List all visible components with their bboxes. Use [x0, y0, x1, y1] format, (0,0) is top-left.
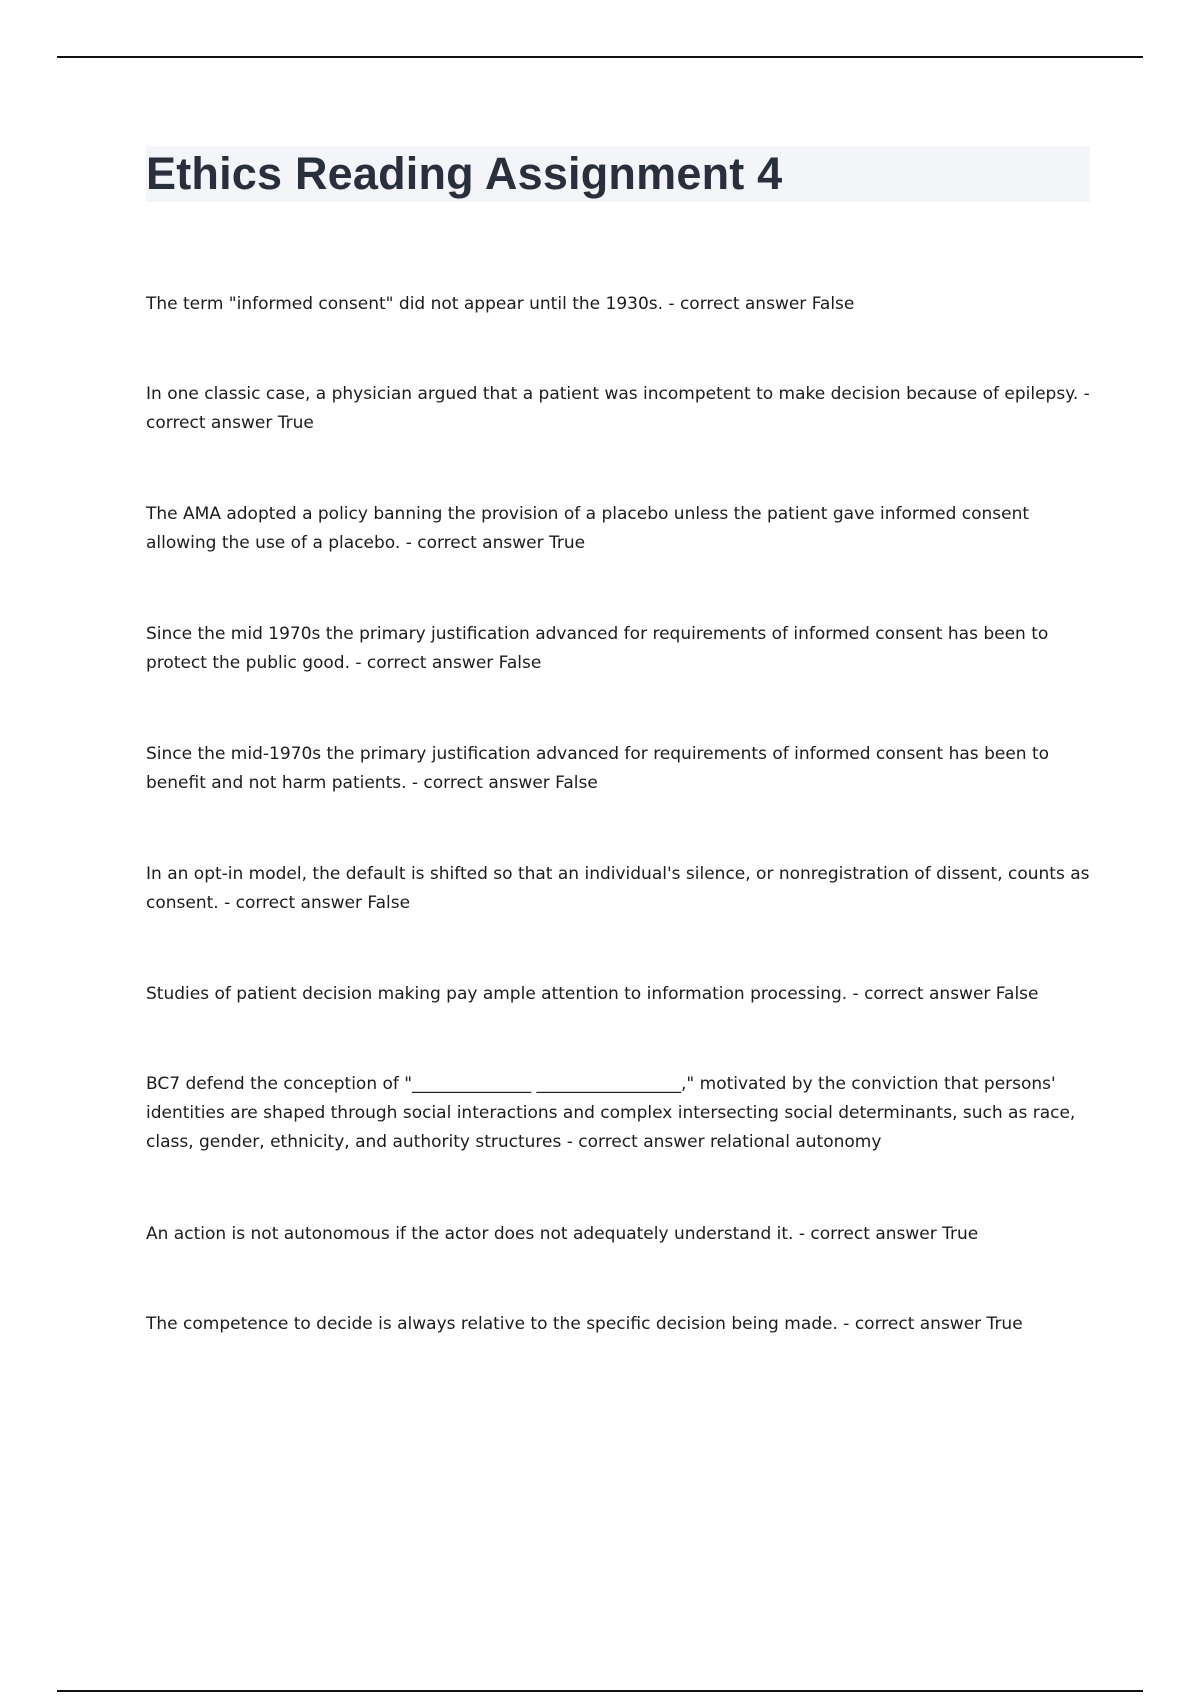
question-item-5: Since the mid-1970s the primary justification advanced for requirements of informed consent has been to benefit and not harm patients. - correct answer False	[146, 744, 1050, 793]
question-item-3: The AMA adopted a policy banning the provision of a placebo unless the patient gave informed consent allowing the use of a placebo. - correct answer True	[146, 504, 1030, 553]
question-item-9: An action is not autonomous if the actor does not adequately understand it. - correct answer True	[146, 1224, 979, 1244]
bottom-rule	[57, 1690, 1143, 1692]
question-item-4: Since the mid 1970s the primary justification advanced for requirements of informed consent has been to protect the public good. - correct answer False	[146, 624, 1049, 673]
question-item-2: In one classic case, a physician argued that a patient was incompetent to make decision because of epilepsy. - correct answer True	[146, 384, 1090, 433]
question-item-8: BC7 defend the conception of "______________ _________________," motivated by the conviction that persons' identities are shaped through social interactions and complex intersecting social determinants, such as race, class, gender, ethnicity, and authority structures - correct answer relational autonomy	[146, 1074, 1076, 1152]
question-item-10: The competence to decide is always relative to the specific decision being made. - correct answer True	[146, 1314, 1023, 1334]
question-item-7: Studies of patient decision making pay ample attention to information processing. - correct answer False	[146, 984, 1039, 1004]
document-title: Ethics Reading Assignment 4	[146, 148, 783, 199]
top-rule	[57, 56, 1143, 58]
question-item-1: The term "informed consent" did not appear until the 1930s. - correct answer False	[146, 294, 855, 314]
question-item-6: In an opt-in model, the default is shifted so that an individual's silence, or nonregistration of dissent, counts as consent. - correct answer False	[146, 864, 1090, 913]
